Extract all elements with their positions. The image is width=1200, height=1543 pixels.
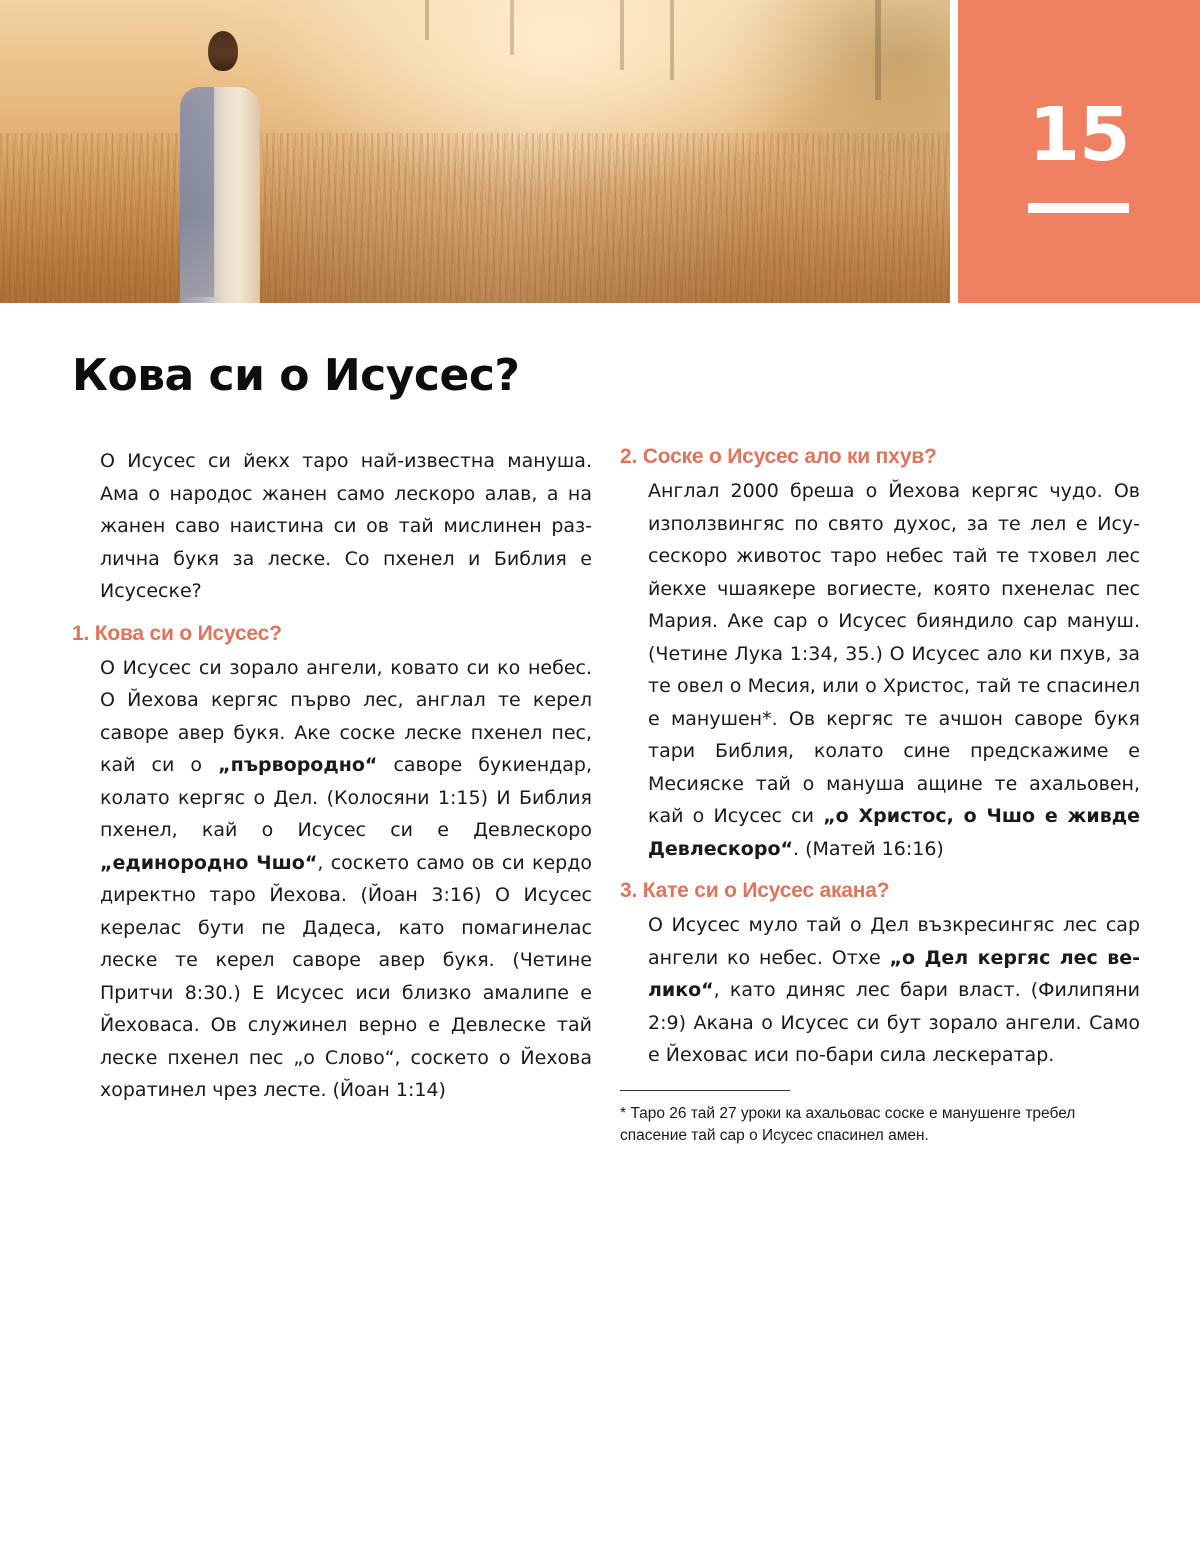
body-text: Англал 2000 бреша о Йехова кергяс чудо. Ов използвингяс по свято духос, за те лел е Исусескоро животос таро небес тай те тховел лес йекхе чшаякере вогиесте, която пхенелас пес Мария. Аке сар о Исусес бияндило сар мануш. (Четине Лука 1:34, 35.) О Исусес ало ки пхув, за те овел о Месия, или о Христос, тай те спасинел е манушен*. Ов кергяс те ачшон саворе букя тари Библия, колато сине предскажиме е Месияске тай о мануша ащине те ахальовен, кай о Исусес си [648, 480, 1140, 827]
body-text: , соскето само ов си кердо директно таро Йехова. (Йоан 3:16) О Исусес керелас бути пе Дадеса, като помагинелас леске те керел саворе авер букя. (Четине Притчи 8:30.) Е Исусес иси близко амалипе е Йеховаса. Ов служинел верно е Девлеске тай леске пхенел пес „о Слово“, соскето о Йехова хоратинел чрез лесте. (Йоан 1:14) [100, 851, 592, 1101]
emphasis-quote: „първородно“ [218, 754, 378, 776]
page-title: Кова си о Исусес? [72, 350, 520, 401]
emphasis-quote: „о Дел кергяс лес велико“ [648, 946, 1140, 1001]
shawl-shape [180, 87, 214, 297]
section-body-2 [620, 475, 1140, 865]
footnote-divider [620, 1090, 790, 1091]
body-text: . (Матей 16:16) [793, 837, 944, 860]
section-body-1 [72, 652, 592, 1107]
emphasis-quote: „о Христос, о Чшо е живде Девлескоро“ [648, 805, 1140, 860]
body-text: О Исусес си зорало ангели, ковато си ко небес. О Йехова кергяс първо лес, англал те керел саворе авер букя. Аке соске леске пхенел пес, кай си о [100, 656, 592, 776]
left-column [72, 445, 592, 1107]
head-shape [208, 31, 238, 71]
body-text: О Исусес муло тай о Дел възкресингяс лес сар ангели ко небес. Отхе [648, 914, 1140, 969]
section-heading-1: 1. Кова си о Исусес? [72, 621, 282, 645]
section-body-3 [620, 909, 1140, 1072]
grass-field [0, 133, 950, 303]
right-column [620, 445, 1140, 1147]
section-heading-3: 3. Кате си о Исусес акана? [620, 879, 890, 902]
footnote: * Таро 26 тай 27 уроки ка ахальовас соске е манушенге требел спасение тай сар о Исусес спасинел амен. [620, 1104, 1076, 1144]
emphasis-quote: „единородно Чшо“ [100, 851, 318, 874]
walking-man-figure [150, 25, 290, 303]
intro-paragraph: О Исусес си йекх таро най-известна мануша. Ама о народос жанен само лескоро алав, а на жанен саво наистина си ов тай мислинен различна букя за леске. Со пхенел и Библия е Исусеске? [100, 450, 592, 602]
lesson-number-badge [958, 0, 1200, 303]
body-text: , като диняс лес бари власт. (Филипяни 2:9) Акана о Исусес си бут зорало ангели. Само е Йеховас иси по-бари сила лескератар. [648, 979, 1140, 1066]
body-text: саворе букиендар, колато кергяс о Дел. (Колосяни 1:15) И Библия пхенел, кай о Исусес си е Девлескоро [100, 754, 592, 841]
section-heading-2: 2. Соске о Исусес ало ки пхув? [620, 445, 937, 468]
lesson-number-underline [1028, 203, 1129, 213]
hero-image [0, 0, 950, 303]
lesson-number: 15 [1028, 92, 1130, 178]
